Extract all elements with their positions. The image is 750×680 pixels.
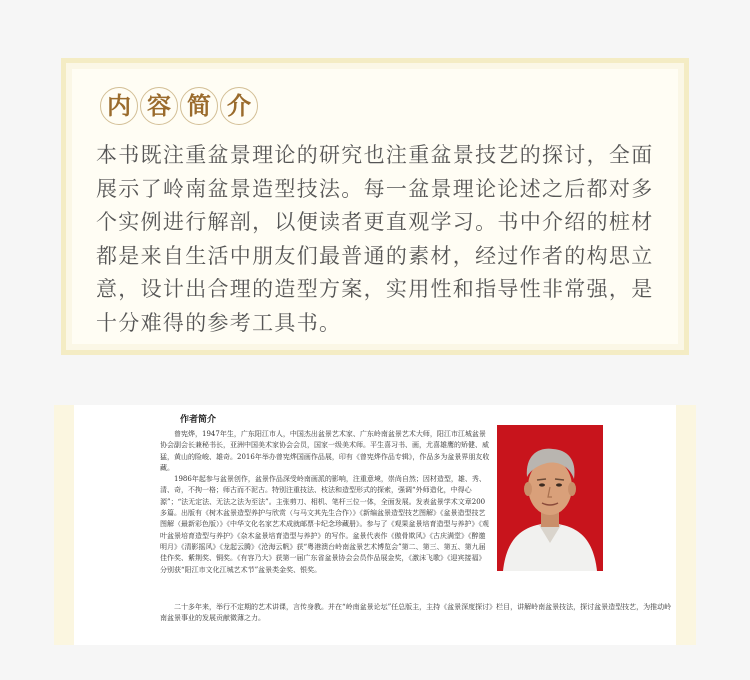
intro-inner-panel bbox=[72, 69, 678, 344]
title-char: 内 bbox=[100, 87, 138, 125]
author-bio bbox=[160, 429, 492, 576]
author-bio-paragraph: 二十多年来，举行不定期的艺术讲课，言传身教。并在“岭南盆景论坛”任总版主，主持《盆景深度探讨》栏目，讲解岭南盆景技法，探讨盆景造型技艺，为推动岭南盆景事业的发展贡献微薄之力。 bbox=[160, 603, 672, 623]
title-char: 介 bbox=[220, 87, 258, 125]
author-page-scan bbox=[74, 405, 676, 645]
intro-card bbox=[61, 58, 689, 355]
author-bio-closing bbox=[160, 602, 672, 625]
title-char: 容 bbox=[140, 87, 178, 125]
author-bio-paragraph: 1986年起参与盆景创作，盆景作品深受岭南画派的影响，注重意境，崇尚自然；因材造型，雄、秀、清、奇，不拘一格；师古而不泥古。特别注重技法、枝法和造型形式的探索，强调“外师造化，中得心源”；“法无定法、无法之法为至法”。主张剪刀、相机、笔杆三位一体，全面发展。发表盆景学术文章200多篇。出版有《树木盆景造型养护与欣赏（与马文其先生合作）》《新编盆景造型技艺图解》《盆景造型技艺图解（最新彩色版）》《中华文化名家艺术成就邮票卡纪念珍藏册》。参与了《观果盆景培育造型与养护》《观叶盆景培育造型与养护》《杂木盆景培育造型与养护》的写作。盆景代表作《傲骨欺风》《古庆满堂》《醉邀明月》《清影摇风》《龙起云腾》《沧海云帆》获“粤港澳台岭南盆景艺术博览会”第二、第三、第五、第九届佳作奖、紫荆奖、铜奖。《有容乃大》获第一届广东省盆景协会会员作品展金奖，《激沫飞歌》《迎宾接福》分别获“阳江市文化江城艺术节”盆景类金奖、银奖。 bbox=[160, 475, 489, 574]
intro-title bbox=[100, 87, 258, 125]
intro-body-text: 本书既注重盆景理论的研究也注重盆景技艺的探讨，全面展示了岭南盆景造型技法。每一盆景理论论述之后都对多个实例进行解剖，以便读者更直观学习。书中介绍的桩材都是来自生活中朋友们最普通的素材，经过作者的构思立意，设计出合理的造型方案，实用性和指导性非常强，是十分难得的参考工具书。 bbox=[96, 143, 654, 335]
title-char: 简 bbox=[180, 87, 218, 125]
portrait-illustration bbox=[497, 425, 603, 571]
author-bio-paragraph: 曾宪烨，1947年生，广东阳江市人，中国杰出盆景艺术家、广东岭南盆景艺术大师，阳江市江城盆景协会副会长兼秘书长，亚洲中国美术家协会会员，国家一级美术师。平生喜习书、画，尤喜雄鹰的矫健、威猛，黄山的险峻、雄奇。2016年举办曾宪烨国画作品展，印有《曾宪烨作品专辑》，作品多为盆景界朋友收藏。 bbox=[160, 430, 490, 472]
author-heading: 作者简介 bbox=[180, 415, 217, 425]
author-section bbox=[54, 405, 696, 645]
author-portrait-photo bbox=[497, 425, 603, 571]
